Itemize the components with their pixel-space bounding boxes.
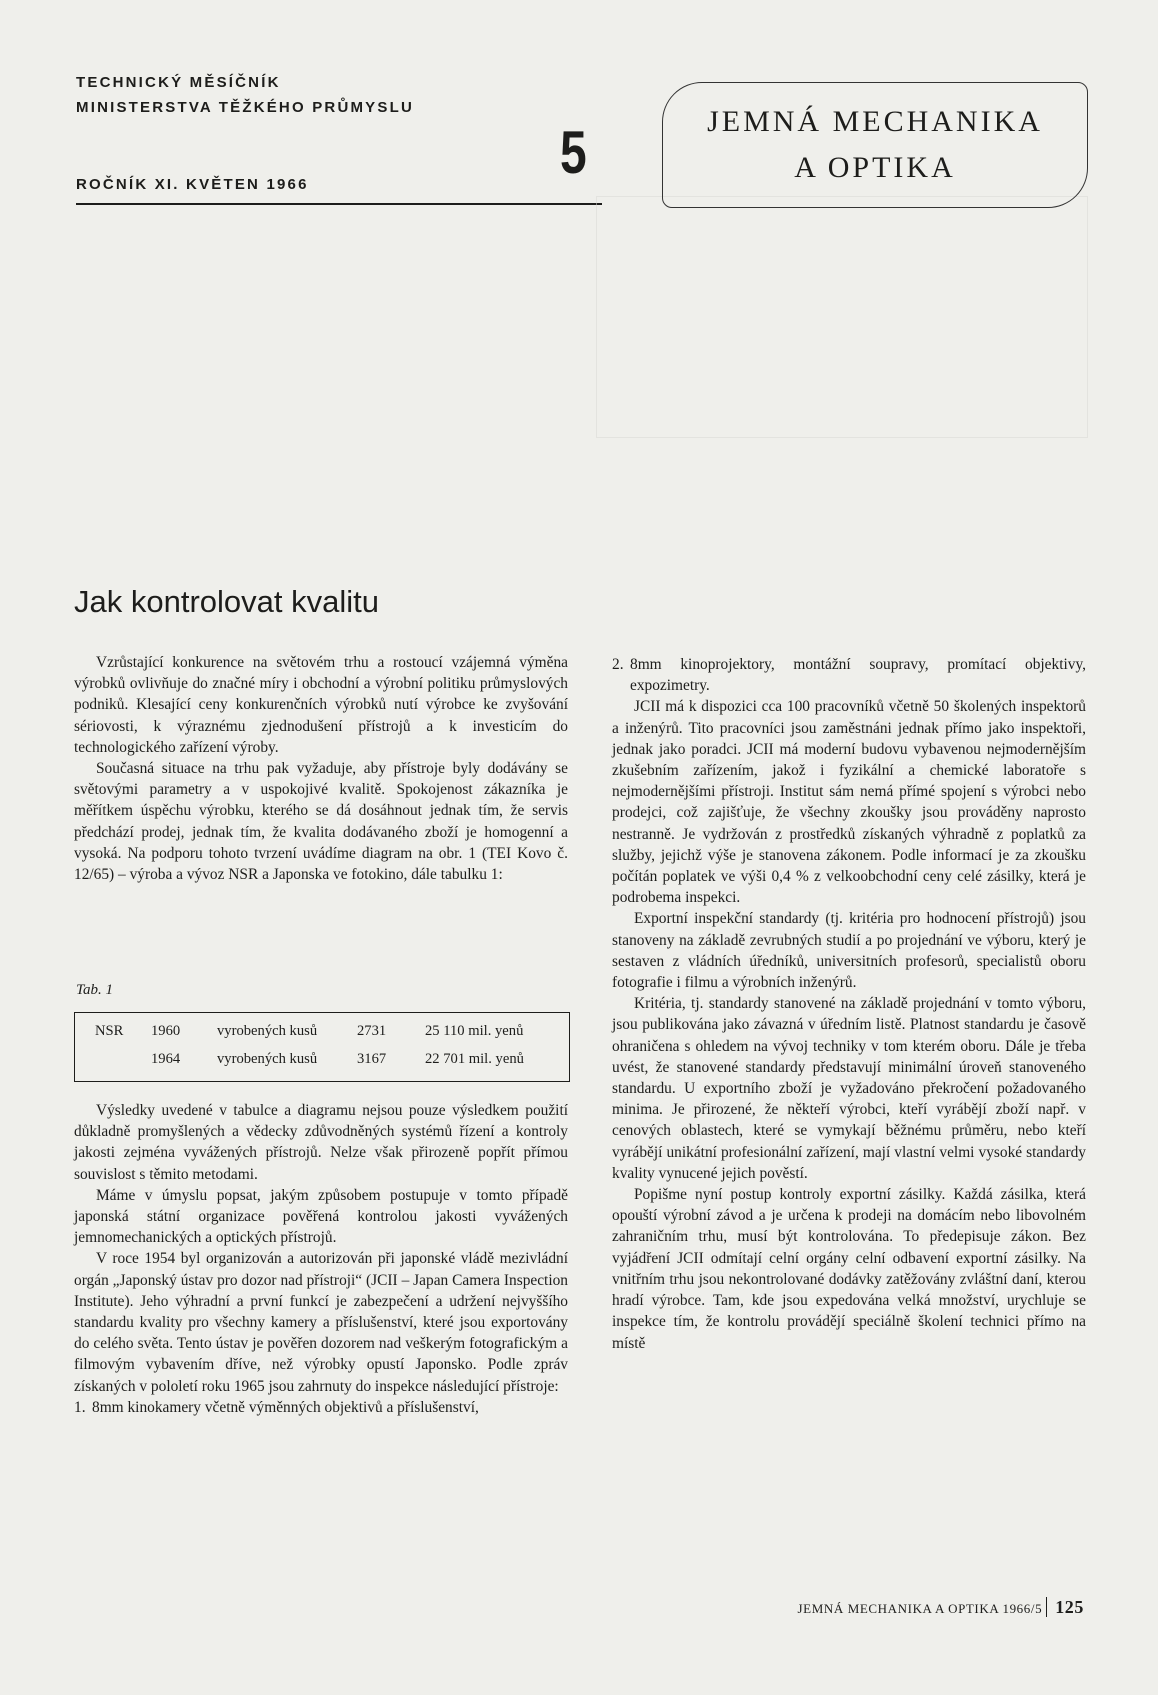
list-text: 8mm kinokamery včetně výměnných objektivů a příslušenství,	[92, 1398, 479, 1416]
table-cell-country: NSR	[95, 1023, 124, 1039]
table-cell-count: 3167	[357, 1051, 387, 1067]
table-cell-count: 2731	[357, 1023, 387, 1039]
left-column-bottom	[74, 1100, 568, 1418]
data-table	[74, 1012, 570, 1082]
table-cell-value: 25 110 mil. yenů	[425, 1023, 524, 1039]
masthead-line-1: TECHNICKÝ MĚSÍČNÍK	[76, 74, 281, 91]
right-column	[612, 654, 1086, 1354]
paragraph: Máme v úmyslu popsat, jakým způsobem postupuje v tomto případě japonská státní organizace pověřená kontrolou jakosti vyvážených jemnomechanických a optických přístrojů.	[74, 1186, 568, 1247]
paragraph: Výsledky uvedené v tabulce a diagramu nejsou pouze výsledkem použití důkladně promyšlených a vědecky zdůvodněných systémů řízení a kontroly jakosti zejména vyvážených přístrojů. Nelze však přirozeně popřít přímou souvislost s těmito metodami.	[74, 1102, 568, 1183]
masthead-rule	[76, 203, 602, 205]
page-footer	[798, 1597, 1084, 1618]
left-column-top	[74, 652, 568, 885]
masthead	[76, 70, 414, 120]
table-cell-label: vyrobených kusů	[217, 1051, 318, 1067]
journal-title-line-1: JEMNÁ MECHANIKA	[707, 105, 1043, 138]
paragraph: JCII má k dispozici cca 100 pracovníků včetně 50 školených inspektorů a inženýrů. Tito pracovníci jsou zaměstnáni jednak přímo jako inspektoři, jednak jako poradci. JCII má moderní budovu vybavenou nejmodernějším zkušebním zařízením, jakož i fyzikální a chemické laboratoře s nejmodernějšími přístroji. Institut sám nemá přímé spojení s výrobci nebo prodejci, což zajišťuje, že všechny zkoušky jsou prováděny naprosto nestranně. Je vydržován z prostředků získaných výhradně z poplatků za služby, jejichž výše je stanovena zákonem. Podle informací je za zkoušku počítán poplatek ve výši 0,4 % z velkoobchodní ceny celé zásilky, která je podrobema inspekci.	[612, 698, 1086, 907]
table-cell-label: vyrobených kusů	[217, 1023, 318, 1039]
paragraph: Současná situace na trhu pak vyžaduje, aby přístroje byly dodávány se světovými parametry a v uspokojivé kvalitě. Spokojenost zákazníka je měřítkem úspěchu výrobku, kterého se dá dosáhnout jednak tím, že servis předchází prodej, jednak tím, že kvalita dodávaného zboží je homogenní a vysoká. Na podporu tohoto tvrzení uvádíme diagram na obr. 1 (TEI Kovo č. 12/65) – výroba a vývoz NSR a Japonska ve fotokino, dále tabulku 1:	[74, 760, 568, 884]
list-number: 1.	[74, 1398, 86, 1416]
journal-title-line-2: A OPTIKA	[794, 151, 956, 184]
bleed-through-area	[596, 196, 1088, 438]
table-caption: Tab. 1	[76, 982, 113, 998]
table-cell-value: 22 701 mil. yenů	[425, 1051, 524, 1067]
issue-number: 5	[560, 119, 587, 186]
volume-line: ROČNÍK XI. KVĚTEN 1966	[76, 176, 309, 193]
masthead-line-2: MINISTERSTVA TĚŽKÉHO PRŮMYSLU	[76, 99, 414, 116]
running-title: JEMNÁ MECHANIKA A OPTIKA 1966/5	[797, 1601, 1043, 1616]
list-text: 8mm kinoprojektory, montážní soupravy, promítací objektivy, expozimetry.	[630, 656, 1086, 695]
article-headline: Jak kontrolovat kvalitu	[74, 584, 379, 619]
page-number: 125	[1046, 1597, 1084, 1617]
list-number: 2.	[612, 656, 624, 673]
list-item	[74, 1397, 568, 1418]
table-cell-year: 1960	[151, 1023, 181, 1039]
paragraph: Vzrůstající konkurence na světovém trhu a rostoucí vzájemná výměna výrobků ovlivňuje do značné míry i obchodní a výrobní politiku průmyslových podniků. Klesající ceny konkurenčních výrobků nutí výrobce ke zvyšování sériovosti, k výraznému zjednodušení přístrojů a k investicím do technologického zařízení výroby.	[74, 654, 568, 756]
paragraph: Popišme nyní postup kontroly exportní zásilky. Každá zásilka, která opouští výrobní závod a je určena k prodeji na domácím nebo libovolném zahraničním trhu, musí být kontrolována. To předepisuje zákon. Bez vyjádření JCII odmítají celní orgány celní odbavení exportní zásilky. Na vnitřním trhu jsou nekontrolované dodávky zatěžovány zvláštní daní, kterou hradí výrobce. Tam, kde jsou expedována velká množství, urychluje se inspekce tím, že kontrolu provádějí speciálně školení technici přímo na místě	[612, 1186, 1086, 1352]
list-item	[612, 654, 1086, 696]
journal-title-box	[662, 82, 1088, 208]
table-cell-year: 1964	[151, 1051, 181, 1067]
paragraph: Kritéria, tj. standardy stanovené na základě projednání v tomto výboru, jsou publikována jako závazná v úředním listě. Platnost standardu je časově ohraničena s ohledem na vývoj techniky v tom kterém oboru. Dále je třeba uvést, že stanovené standardy představují minimální úroveň stanoveného standardu. U exportního zboží je vyžadováno překročení požadovaného minima. Je přirozené, že někteří výrobci, kteří vyrábějí zboží např. v cenových oblastech, které se vymykají běžnému průměru, nebo kteří vyrábějí unikátní profesionální zařízení, mají vlastní velmi vysoké standardy kvality vynucené jejich pověstí.	[612, 995, 1086, 1182]
paragraph: V roce 1954 byl organizován a autorizován při japonské vládě mezivládní orgán „Japonský ústav pro dozor nad přístroji“ (JCII – Japan Camera Inspection Institute). Jeho výhradní a první funkcí je zabezpečení a udržení nejvyššího standardu kvality pro všechny kamery a příslušenství, které jsou exportovány do celého světa. Tento ústav je pověřen dozorem nad veškerým fotografickým a filmovým vybavením dříve, než výrobky opustí Japonsko. Podle zpráv získaných v pololetí roku 1965 jsou zahrnuty do inspekce následující přístroje:	[74, 1250, 568, 1395]
paragraph: Exportní inspekční standardy (tj. kritéria pro hodnocení přístrojů) jsou stanoveny na základě zevrubných studií a po projednání ve výboru, který je sestaven z vládních úředníků, universitních profesorů, specialistů oboru fotografie i filmu a výrobních inženýrů.	[612, 910, 1086, 992]
